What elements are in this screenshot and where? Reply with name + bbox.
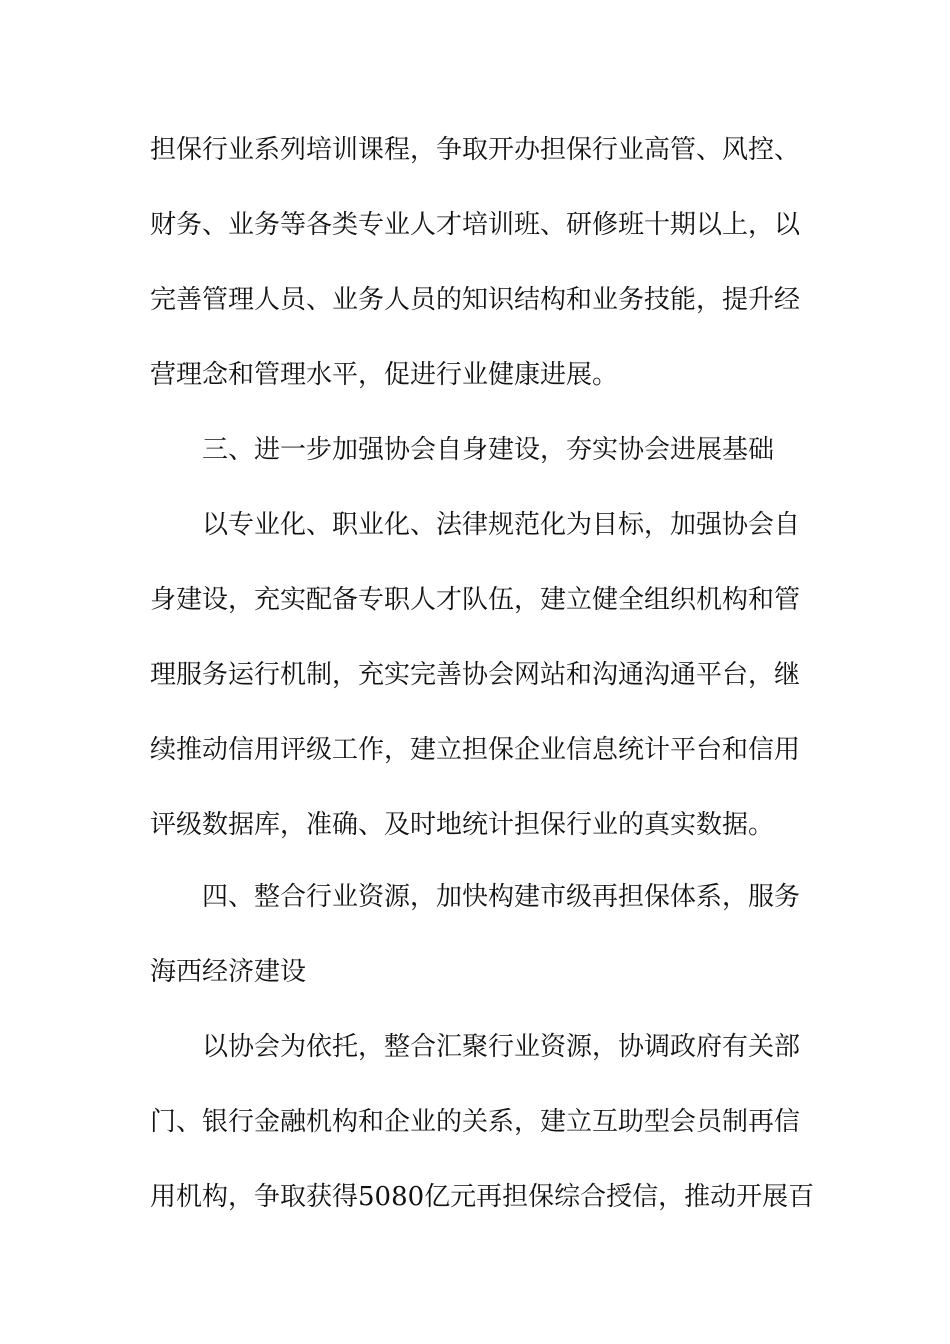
paragraph-line: 理服务运行机制，充实完善协会网站和沟通沟通平台，继: [150, 660, 801, 690]
paragraph-line: 用机构，争取获得5080亿元再担保综合授信，推动开展百: [150, 1182, 815, 1212]
paragraph-line: 门、银行金融机构和企业的关系，建立互助型会员制再信: [150, 1107, 801, 1137]
paragraph-line: 完善管理人员、业务人员的知识结构和业务技能，提升经: [150, 285, 801, 315]
paragraph-line: 续推动信用评级工作，建立担保企业信息统计平台和信用: [150, 735, 801, 765]
paragraph-line: 以专业化、职业化、法律规范化为目标，加强协会自: [202, 510, 801, 540]
section-heading-continued: 海西经济建设: [150, 957, 307, 987]
section-heading: 四、整合行业资源，加快构建市级再担保体系，服务: [202, 882, 801, 912]
paragraph-line: 评级数据库，准确、及时地统计担保行业的真实数据。: [150, 810, 775, 840]
paragraph-line: 以协会为依托，整合汇聚行业资源，协调政府有关部: [202, 1032, 801, 1062]
paragraph-line: 营理念和管理水平，促进行业健康进展。: [150, 360, 619, 390]
paragraph-line: 财务、业务等各类专业人才培训班、研修班十期以上，以: [150, 210, 801, 240]
paragraph-line: 身建设，充实配备专职人才队伍，建立健全组织机构和管: [150, 585, 801, 615]
paragraph-line: 担保行业系列培训课程，争取开办担保行业高管、风控、: [150, 135, 801, 165]
section-heading: 三、进一步加强协会自身建设，夯实协会进展基础: [202, 435, 775, 465]
